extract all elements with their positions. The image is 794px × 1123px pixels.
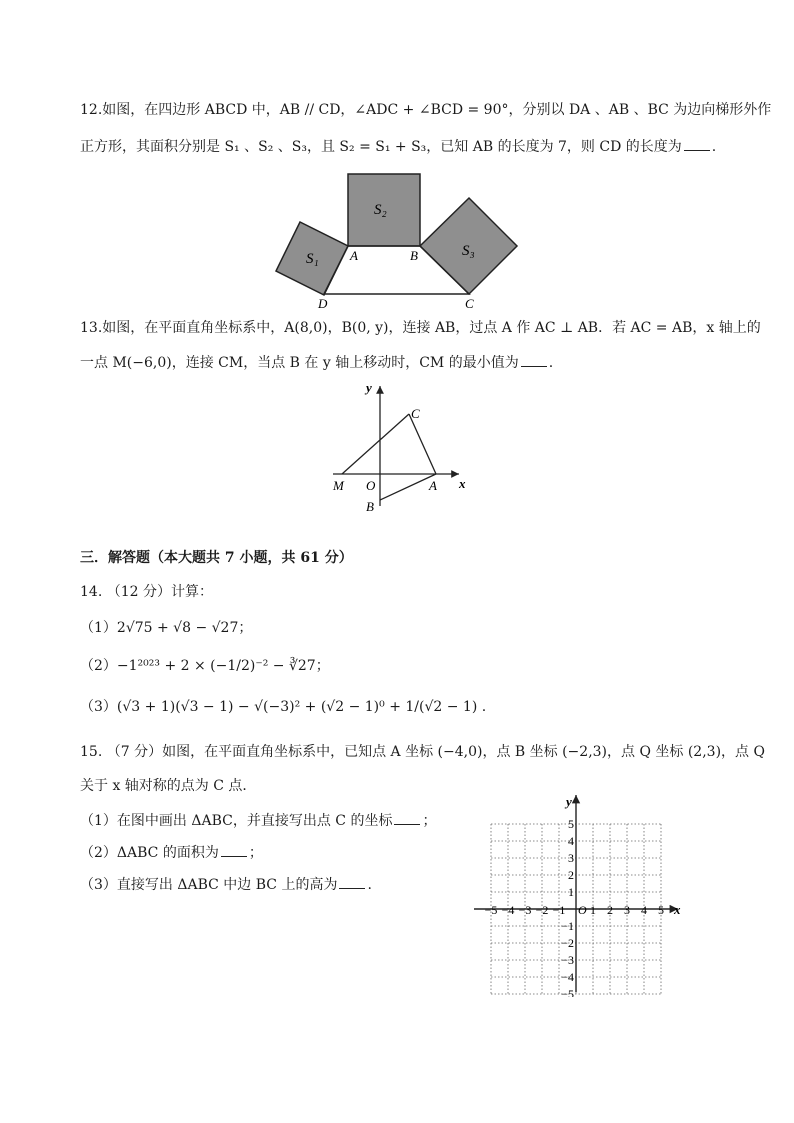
q14-part3: （3）(√3 + 1)(√3 − 1) − √(−3)² + (√2 − 1)⁰ + 1/(√2 − 1) . [80,699,487,715]
q12-line2-end: . [711,139,717,155]
label-c: C [411,406,420,421]
q12-figure [270,168,526,310]
y-tick-label: −5 [561,987,574,997]
y-tick-label: −1 [561,919,574,933]
segment-ab [380,474,436,500]
q15-line1: 15. （7 分）如图，在平面直角坐标系中，已知点 A 坐标 (−4,0)，点 B 坐标 (−2,3)，点 Q 坐标 (2,3)，点 Q [80,744,765,760]
label-o: O [366,478,376,493]
y-tick-label: −2 [561,936,574,950]
label-d: D [318,296,328,310]
label-x: x [459,476,466,491]
x-tick-label: 2 [607,903,613,917]
x-tick-label: 4 [641,903,647,917]
q15-part1-text: （1）在图中画出 ΔABC，并直接写出点 C 的坐标 [80,813,393,829]
section-heading: 三．解答题（本大题共 7 小题，共 61 分） [80,550,353,566]
q12-line2-text: 正方形，其面积分别是 S₁ 、S₂ 、S₃，且 S₂ = S₁ + S₃，已知 AB 的长度为 7，则 CD 的长度为 [80,139,682,155]
y-tick-label: 2 [568,868,574,882]
y-tick-label: 4 [568,834,574,848]
x-tick-label: 5 [658,903,664,917]
y-tick-label: −3 [561,953,574,967]
answer-blank[interactable] [521,352,547,367]
label-b: B [410,248,418,263]
grid-origin-label: O [578,903,587,917]
x-tick-label: −1 [552,903,566,917]
y-tick-label: −4 [561,970,574,984]
q15-part3 [80,874,372,895]
q15-grid-figure[interactable] [470,792,690,997]
grid-y-label: y [566,794,572,809]
label-b: B [366,499,374,514]
q13-line2 [80,352,553,373]
q15-part1-end: ； [422,813,437,829]
answer-blank[interactable] [394,810,420,825]
q15-part2 [80,842,263,863]
y-tick-label: 5 [568,817,574,831]
answer-blank[interactable] [221,842,247,857]
answer-blank[interactable] [339,874,365,889]
label-a: A [350,248,358,263]
q14-part2: （2）−1²⁰²³ + 2 × (−1/2)⁻² − ∛27； [80,658,330,674]
q13-line2-end: . [548,355,554,371]
q14-title: 14. （12 分）计算： [80,584,213,600]
q15-part3-text: （3）直接写出 ΔABC 中边 BC 上的高为 [80,877,338,893]
x-tick-label: −2 [535,903,549,917]
q13-line2-text: 一点 M(−6,0)，连接 CM，当点 B 在 y 轴上移动时，CM 的最小值为 [80,355,519,371]
label-m: M [333,478,344,493]
q13-figure [325,378,470,518]
segment-mc [342,414,409,474]
answer-blank[interactable] [684,136,710,151]
label-s3: S₃ [462,243,475,259]
q15-part3-end: . [367,877,372,893]
y-tick-label: 3 [568,851,574,865]
q15-part2-end: ； [248,845,263,861]
grid-x-label: x [674,902,681,917]
q12-line2 [80,136,716,157]
x-tick-label: −4 [501,903,515,917]
x-tick-label: 1 [590,903,596,917]
x-tick-label: 3 [624,903,630,917]
x-tick-labels [485,903,664,917]
label-s2: S₂ [374,202,387,218]
label-a: A [429,478,437,493]
label-y: y [366,380,372,395]
q13-line1: 13.如图，在平面直角坐标系中，A(8,0)，B(0, y)，连接 AB，过点 A 作 AC ⊥ AB．若 AC = AB，x 轴上的 [80,320,761,336]
q15-part1 [80,810,436,831]
label-c: C [465,296,474,310]
q15-part2-text: （2）ΔABC 的面积为 [80,845,219,861]
x-tick-label: −3 [518,903,532,917]
segment-ca [409,414,436,474]
x-tick-label: −5 [484,903,498,917]
q15-line2: 关于 x 轴对称的点为 C 点． [80,778,257,794]
q12-line1: 12.如图，在四边形 ABCD 中，AB // CD，∠ADC + ∠BCD = 90°，分别以 DA 、AB 、BC 为边向梯形外作 [80,102,772,118]
label-s1: S₁ [306,251,319,267]
q14-part1: （1）2√75 + √8 − √27； [80,620,253,636]
y-tick-label: 1 [568,885,574,899]
